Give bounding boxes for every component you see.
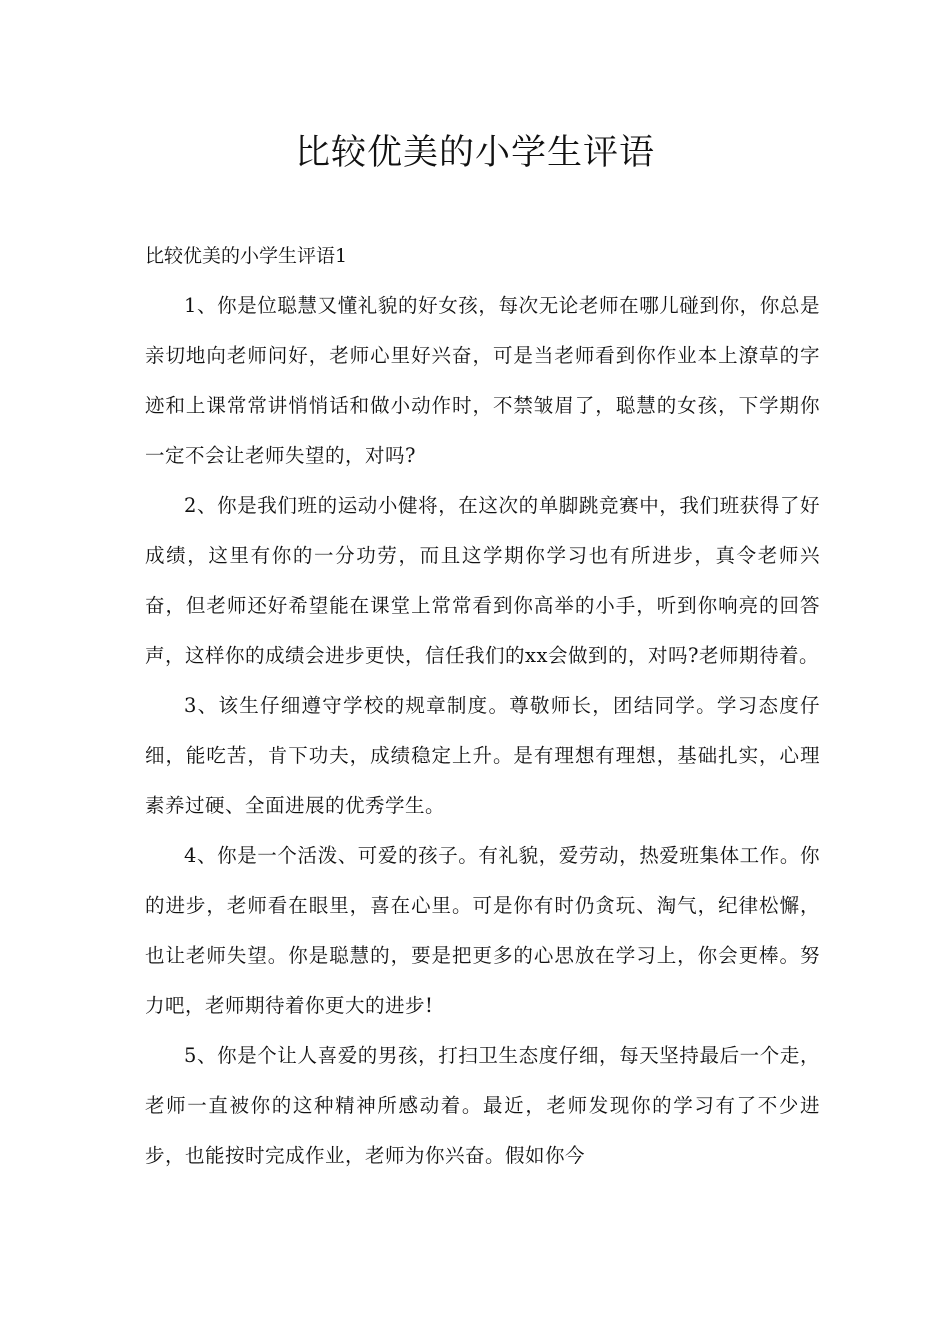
- document-body: [145, 231, 820, 1181]
- paragraph-2: 2、你是我们班的运动小健将，在这次的单脚跳竞赛中，我们班获得了好成绩，这里有你的一分功劳，而且这学期你学习也有所进步，真令老师兴奋，但老师还好希望能在课堂上常常看到你高举的小手，听到你响亮的回答声，这样你的成绩会进步更快，信任我们的xx会做到的，对吗?老师期待着。: [145, 494, 820, 667]
- paragraph-5: 5、你是个让人喜爱的男孩，打扫卫生态度仔细，每天坚持最后一个走，老师一直被你的这种精神所感动着。最近，老师发现你的学习有了不少进步，也能按时完成作业，老师为你兴奋。假如你今: [145, 1044, 820, 1167]
- paragraph-3: 3、该生仔细遵守学校的规章制度。尊敬师长，团结同学。学习态度仔细，能吃苦，肯下功夫，成绩稳定上升。是有理想有理想，基础扎实，心理素养过硬、全面进展的优秀学生。: [145, 694, 820, 817]
- paragraph-4: 4、你是一个活泼、可爱的孩子。有礼貌，爱劳动，热爱班集体工作。你的进步，老师看在眼里，喜在心里。可是你有时仍贪玩、淘气，纪律松懈，也让老师失望。你是聪慧的，要是把更多的心思放在学习上，你会更棒。努力吧，老师期待着你更大的进步!: [145, 844, 820, 1017]
- document-title: 比较优美的小学生评语: [294, 133, 655, 173]
- section-heading: 比较优美的小学生评语1: [145, 245, 348, 267]
- paragraph-1: 1、你是位聪慧又懂礼貌的好女孩，每次无论老师在哪儿碰到你，你总是亲切地向老师问好，老师心里好兴奋，可是当老师看到你作业本上潦草的字迹和上课常常讲悄悄话和做小动作时，不禁皱眉了，聪慧的女孩，下学期你一定不会让老师失望的，对吗?: [145, 294, 820, 467]
